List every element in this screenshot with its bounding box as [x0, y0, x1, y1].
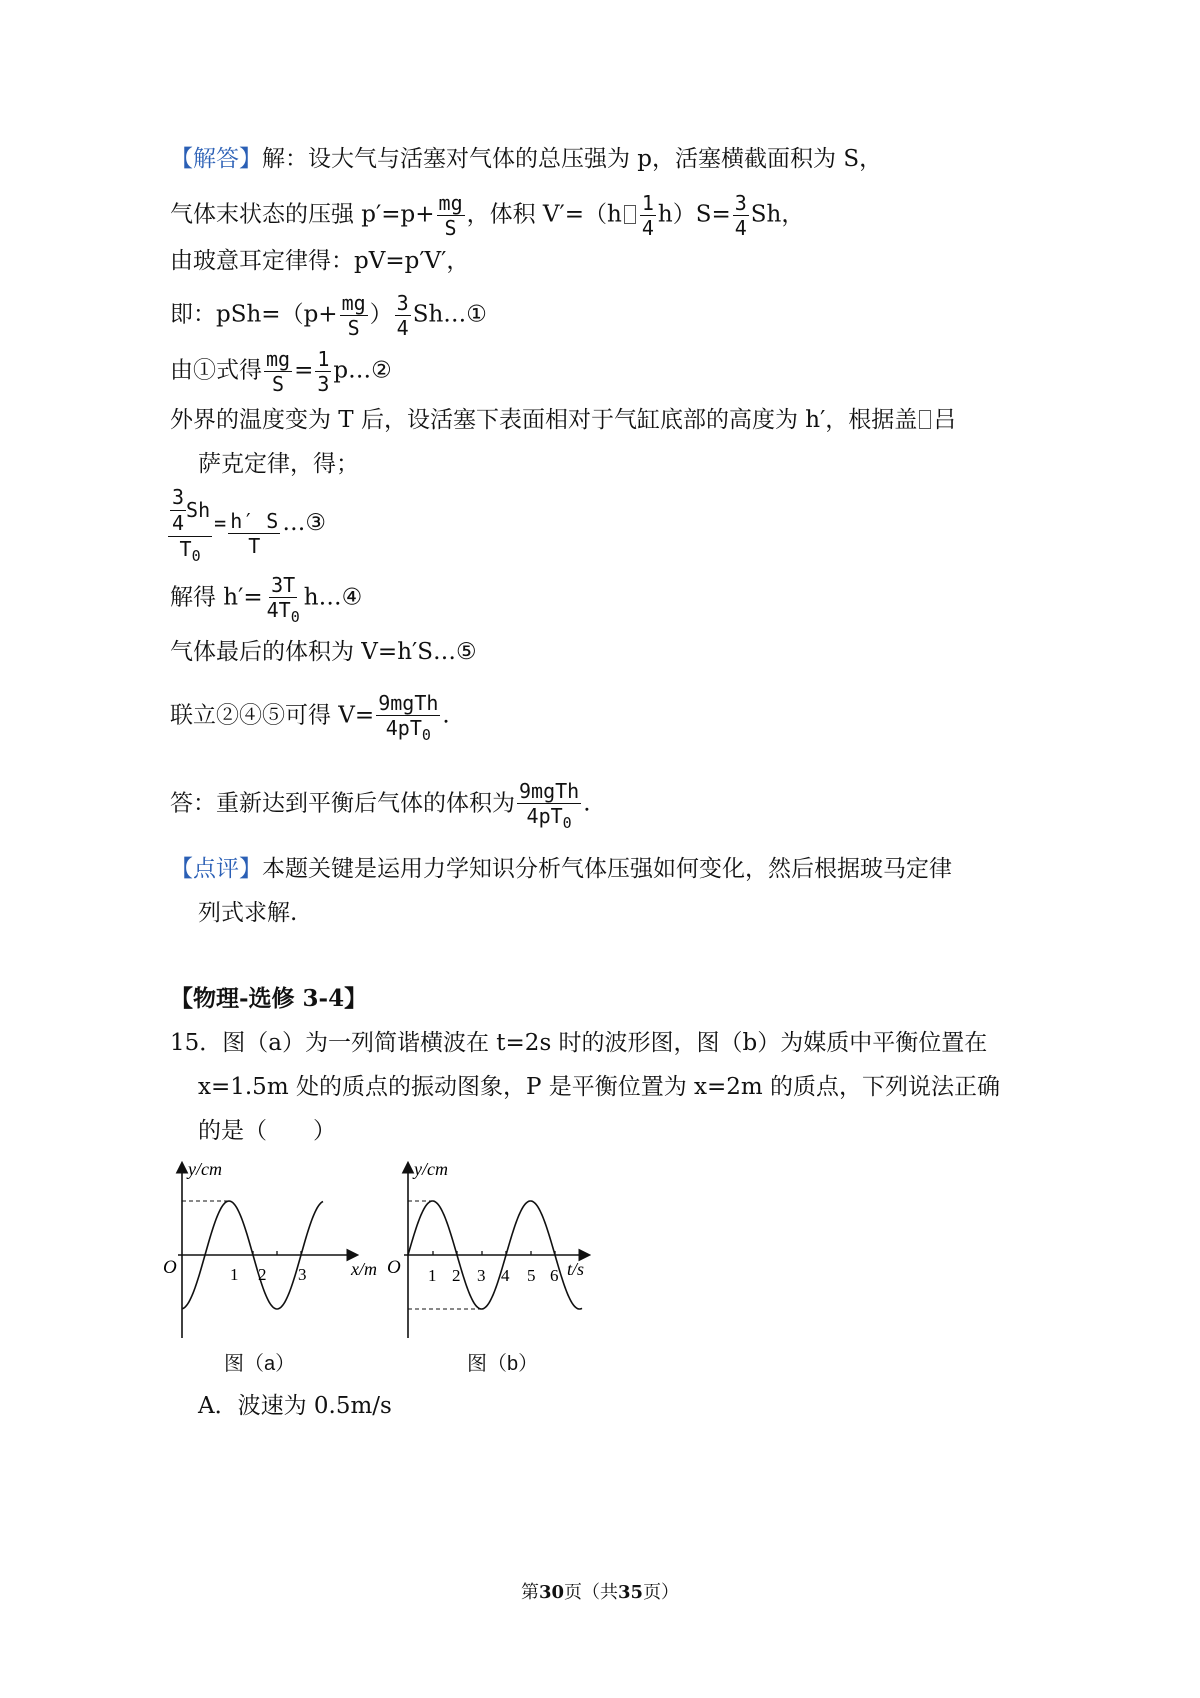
question-line-3: 的是（ ）: [198, 1118, 336, 1144]
solution-tag: 【解答】: [170, 146, 262, 172]
solution-line-1: 【解答】解：设大气与活塞对气体的总压强为 p，活塞横截面积为 S，: [170, 146, 883, 172]
y-axis-label-a: y/cm: [188, 1159, 222, 1179]
tick-label-a-3: 3: [298, 1265, 307, 1284]
fraction-hs-over-t: $\frac{h' S}{T}$: [230, 509, 279, 558]
fraction-9mgth-over-4pt0: 9mgTh $4pT_0$: [519, 779, 580, 832]
solution-line-7: 萨克定律，得；: [198, 451, 359, 477]
fraction-mg-over-s: $\frac{mg}{S}$: [266, 347, 291, 396]
question-line-2: x=1.5m 处的质点的振动图象，P 是平衡位置为 x=2m 的质点，下列说法正确: [198, 1074, 1001, 1100]
tick-label-a-2: 2: [258, 1265, 267, 1284]
option-a: A．波速为 0.5m/s: [198, 1393, 392, 1419]
section-title: 【物理-选修 3-4】: [170, 985, 368, 1012]
fraction-3t-over-4t0: $\frac{3T}{4T_0}$: [266, 573, 300, 626]
answer-line: 答：重新达到平衡后气体的体积为 9mgTh $4pT_0$ .: [170, 779, 591, 832]
review-line-1: 【点评】本题关键是运用力学知识分析气体压强如何变化，然后根据玻马定律: [170, 856, 952, 882]
figure-a-caption: 图（a）: [224, 1353, 296, 1375]
tick-label-b-3: 3: [477, 1266, 486, 1285]
missing-glyph-box: [624, 205, 636, 224]
missing-glyph-box: [919, 410, 931, 429]
tick-label-b-4: 4: [501, 1266, 510, 1285]
fraction-mg-over-s: $\frac{mg}{S}$: [341, 291, 366, 340]
page-number: 30: [538, 1582, 564, 1603]
solution-line-10: 气体最后的体积为 V=h′S…⑤: [170, 639, 477, 665]
solution-line-3: 由玻意耳定律得：pV=p′V′，: [170, 248, 470, 274]
tick-label-b-1: 1: [428, 1266, 437, 1285]
y-axis-label-b: y/cm: [414, 1159, 448, 1179]
figure-b-vibration-graph: [384, 1156, 594, 1346]
x-axis-label-b: t/s: [567, 1259, 585, 1279]
tick-label-b-6: 6: [550, 1266, 559, 1285]
fraction-1-over-4: $\frac{1}{4}$: [641, 191, 654, 240]
solution-line-5: 由①式得 $\frac{mg}{S}$ = $\frac{1}{3}$ p…②: [170, 347, 392, 396]
fraction-3-over-4: $\frac{3}{4}$: [396, 291, 409, 340]
solution-line-4: 即：pSh=（p+ $\frac{mg}{S}$ ） $\frac{3}{4}$ Sh…①: [170, 291, 487, 340]
tick-label-a-1: 1: [230, 1265, 239, 1284]
tick-label-b-5: 5: [527, 1266, 536, 1285]
solution-line-9: 解得 h′= $\frac{3T}{4T_0}$ h…④: [170, 573, 363, 626]
origin-label-a: O: [163, 1257, 177, 1278]
fraction-1-over-3: $\frac{1}{3}$: [317, 347, 330, 396]
solution-line-8: 3 4 Sh $T_0$ = $\frac{h' S}{T}$ …③: [166, 486, 326, 562]
figure-a-wave-graph: [158, 1156, 390, 1346]
fraction-3-over-4: $\frac{3}{4}$: [734, 191, 747, 240]
solution-line-11: 联立②④⑤可得 V= 9mgTh $4pT_0$ .: [170, 691, 450, 744]
question-line-1: 15．图（a）为一列简谐横波在 t=2s 时的波形图，图（b）为媒质中平衡位置在: [170, 1030, 988, 1056]
fraction-mg-over-s: $\frac{mg}{S}$: [438, 191, 463, 240]
origin-label-b: O: [387, 1257, 401, 1278]
page-total: 35: [618, 1582, 644, 1603]
fraction-9mgth-over-4pt0: 9mgTh $4pT_0$: [378, 691, 439, 744]
solution-line-6: 外界的温度变为 T 后，设活塞下表面相对于气缸底部的高度为 h′，根据盖 吕: [170, 407, 957, 433]
review-tag: 【点评】: [170, 856, 262, 882]
tick-label-b-2: 2: [452, 1266, 461, 1285]
x-axis-label-a: x/m: [351, 1259, 377, 1279]
figure-b-caption: 图（b）: [467, 1353, 539, 1375]
page-footer: 第30页（共35页）: [520, 1582, 680, 1603]
review-line-2: 列式求解.: [198, 900, 298, 926]
solution-line-2: 气体末状态的压强 p′=p+ $\frac{mg}{S}$ ，体积 V′=（h $\frac{1}{4}$ h）S= $\frac{3}{4}$ Sh，: [170, 191, 805, 240]
fraction-34sh-over-t0: 3 4 Sh $T_0$: [168, 486, 212, 562]
